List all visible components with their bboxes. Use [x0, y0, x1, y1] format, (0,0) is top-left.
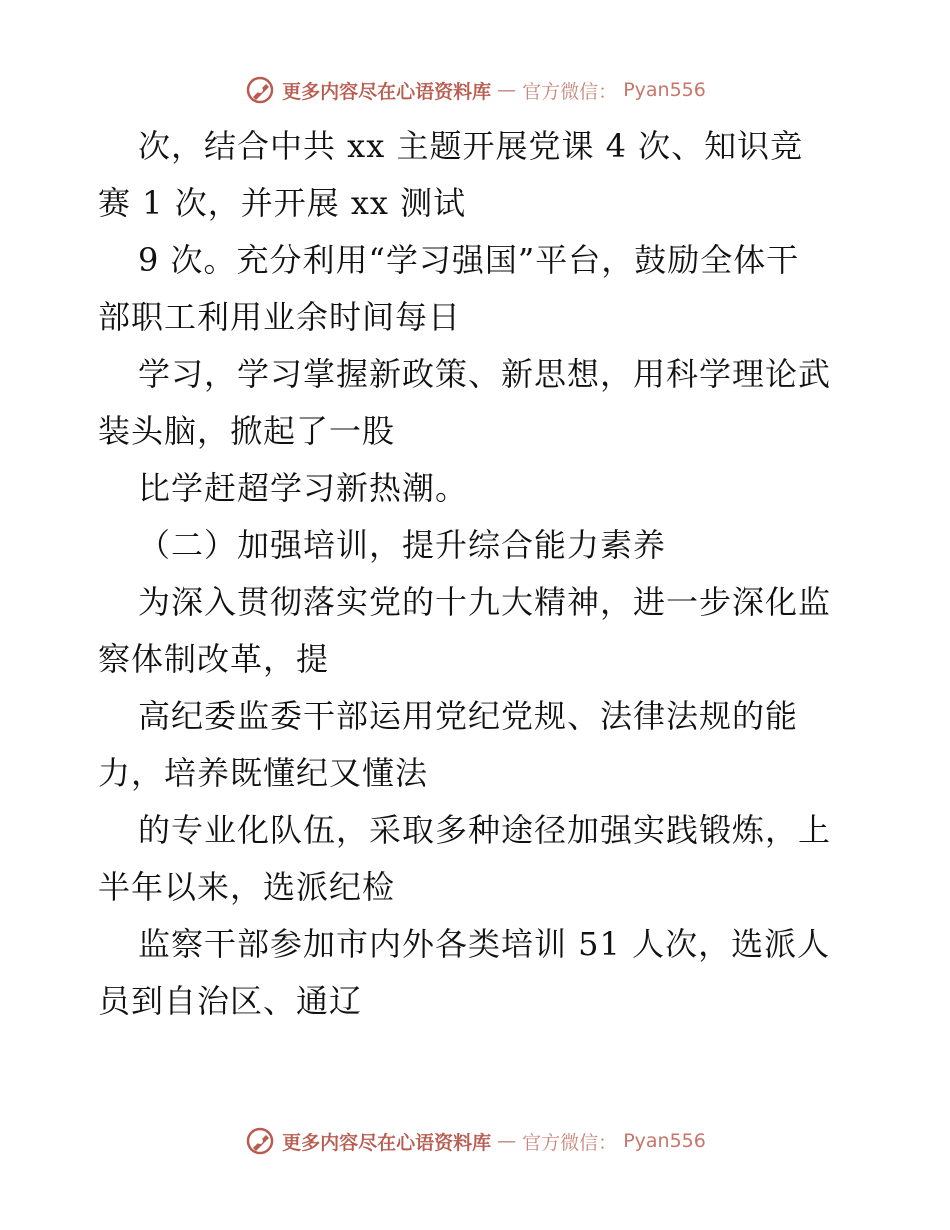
- watermark-wechat-label: 官方微信：: [522, 80, 618, 103]
- body-line: 学习，学习掌握新政策、新思想，用科学理论武: [138, 355, 832, 393]
- watermark-library-text: 更多内容尽在心语资料库: [282, 80, 492, 103]
- body-line: 次，结合中共 xx 主题开展党课 4 次、知识竞: [138, 127, 804, 165]
- watermark-wechat-label: 官方微信：: [522, 1131, 618, 1154]
- watermark-wechat-id: Pyan556: [623, 79, 706, 101]
- watermark-wechat-id: Pyan556: [623, 1130, 706, 1152]
- body-line: 的专业化队伍，采取多种途径加强实践锻炼，上: [138, 811, 832, 849]
- watermark-library-text: 更多内容尽在心语资料库: [282, 1131, 492, 1154]
- body-line: 部职工利用业余时间每日: [98, 298, 462, 336]
- watermark-dash: —: [497, 79, 517, 101]
- pen-logo-icon: [244, 1125, 276, 1157]
- body-line: 9 次。充分利用“学习强国”平台，鼓励全体干: [138, 241, 800, 279]
- body-line: 监察干部参加市内外各类培训 51 人次，选派人: [138, 925, 831, 963]
- document-body: [98, 118, 868, 1030]
- section-heading: （二）加强培训，提升综合能力素养: [138, 526, 667, 564]
- body-line: 察体制改革，提: [98, 640, 330, 678]
- body-line: 力，培养既懂纪又懂法: [98, 754, 429, 792]
- body-line: 高纪委监委干部运用党纪党规、法律法规的能: [138, 697, 799, 735]
- body-line: 比学赶超学习新热潮。: [138, 469, 469, 507]
- body-line: 半年以来，选派纪检: [98, 868, 396, 906]
- footer-watermark: [0, 1125, 950, 1157]
- body-line: 装头脑，掀起了一股: [98, 412, 396, 450]
- watermark-dash: —: [497, 1130, 517, 1152]
- body-line: 为深入贯彻落实党的十九大精神，进一步深化监: [138, 583, 832, 621]
- body-line: 员到自治区、通辽: [98, 982, 363, 1020]
- body-line: 赛 1 次，并开展 xx 测试: [98, 184, 467, 222]
- pen-logo-icon: [244, 74, 276, 106]
- header-watermark: [0, 74, 950, 106]
